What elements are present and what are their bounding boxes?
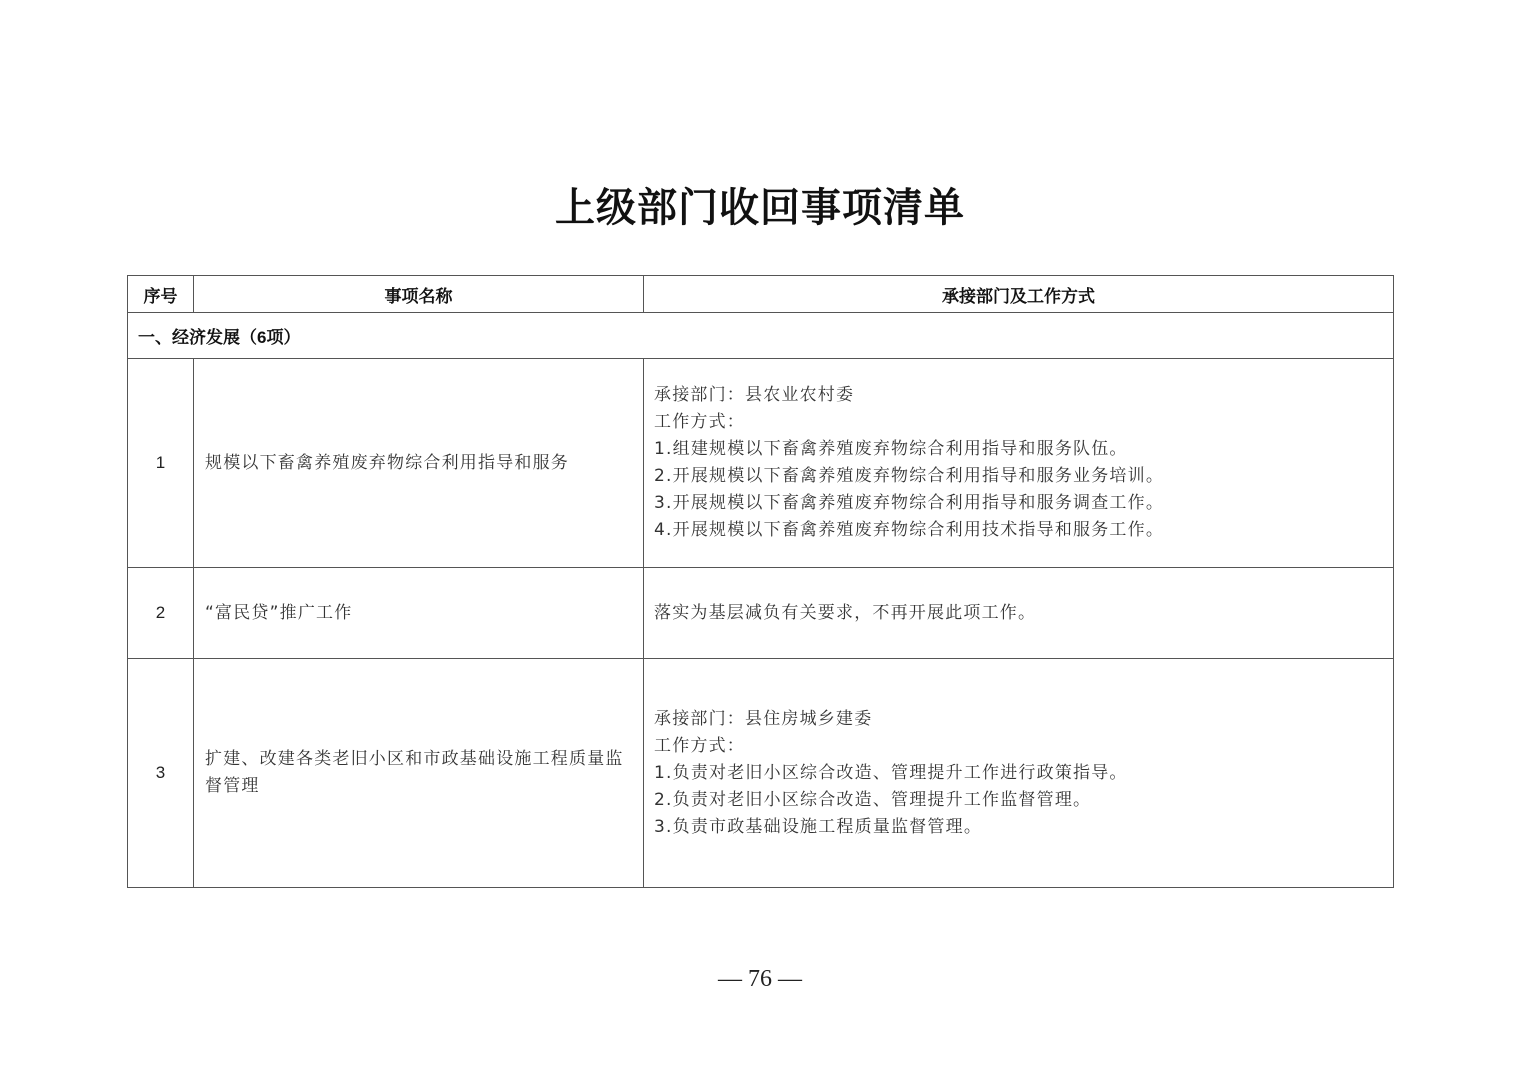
method-line: 4.开展规模以下畜禽养殖废弃物综合利用技术指导和服务工作。 [654,520,1165,540]
header-index: 序号 [128,276,194,313]
method-line: 3.开展规模以下畜禽养殖废弃物综合利用指导和服务调查工作。 [654,493,1165,513]
table-row [128,359,1394,568]
item-name-line: 督管理 [205,776,260,796]
item-name-line: 扩建、改建各类老旧小区和市政基础设施工程质量监 [205,749,624,769]
table-row [128,568,1394,659]
method-line: 承接部门：县住房城乡建委 [654,708,873,729]
row-method [644,359,1394,568]
row-index: 2 [128,568,194,659]
table-header-row [128,276,1394,313]
row-method [644,568,1394,659]
header-method: 承接部门及工作方式 [644,276,1394,313]
method-line: 2.开展规模以下畜禽养殖废弃物综合利用指导和服务业务培训。 [654,466,1165,486]
page-number: — 76 — [718,966,802,992]
section-title: 一、经济发展（6项） [128,313,1394,359]
method-line: 3.负责市政基础设施工程质量监督管理。 [654,816,983,837]
table-row [128,659,1394,888]
method-line: 承接部门：县农业农村委 [654,385,855,405]
method-line: 2.负责对老旧小区综合改造、管理提升工作监督管理。 [654,789,1092,810]
method-line: 工作方式： [654,412,745,432]
row-item-name: 规模以下畜禽养殖废弃物综合利用指导和服务 [194,359,644,568]
row-item-name [194,659,644,888]
page-title: 上级部门收回事项清单 [555,184,965,231]
header-name: 事项名称 [194,276,644,313]
method-line: 工作方式： [654,735,745,756]
method-line: 落实为基层减负有关要求，不再开展此项工作。 [654,602,1037,623]
recall-items-table [127,275,1394,888]
row-method [644,659,1394,888]
row-index: 3 [128,659,194,888]
method-line: 1.负责对老旧小区综合改造、管理提升工作进行政策指导。 [654,762,1128,783]
row-item-name: “富民贷”推广工作 [194,568,644,659]
method-line: 1.组建规模以下畜禽养殖废弃物综合利用指导和服务队伍。 [654,439,1128,459]
row-index: 1 [128,359,194,568]
section-row [128,313,1394,359]
